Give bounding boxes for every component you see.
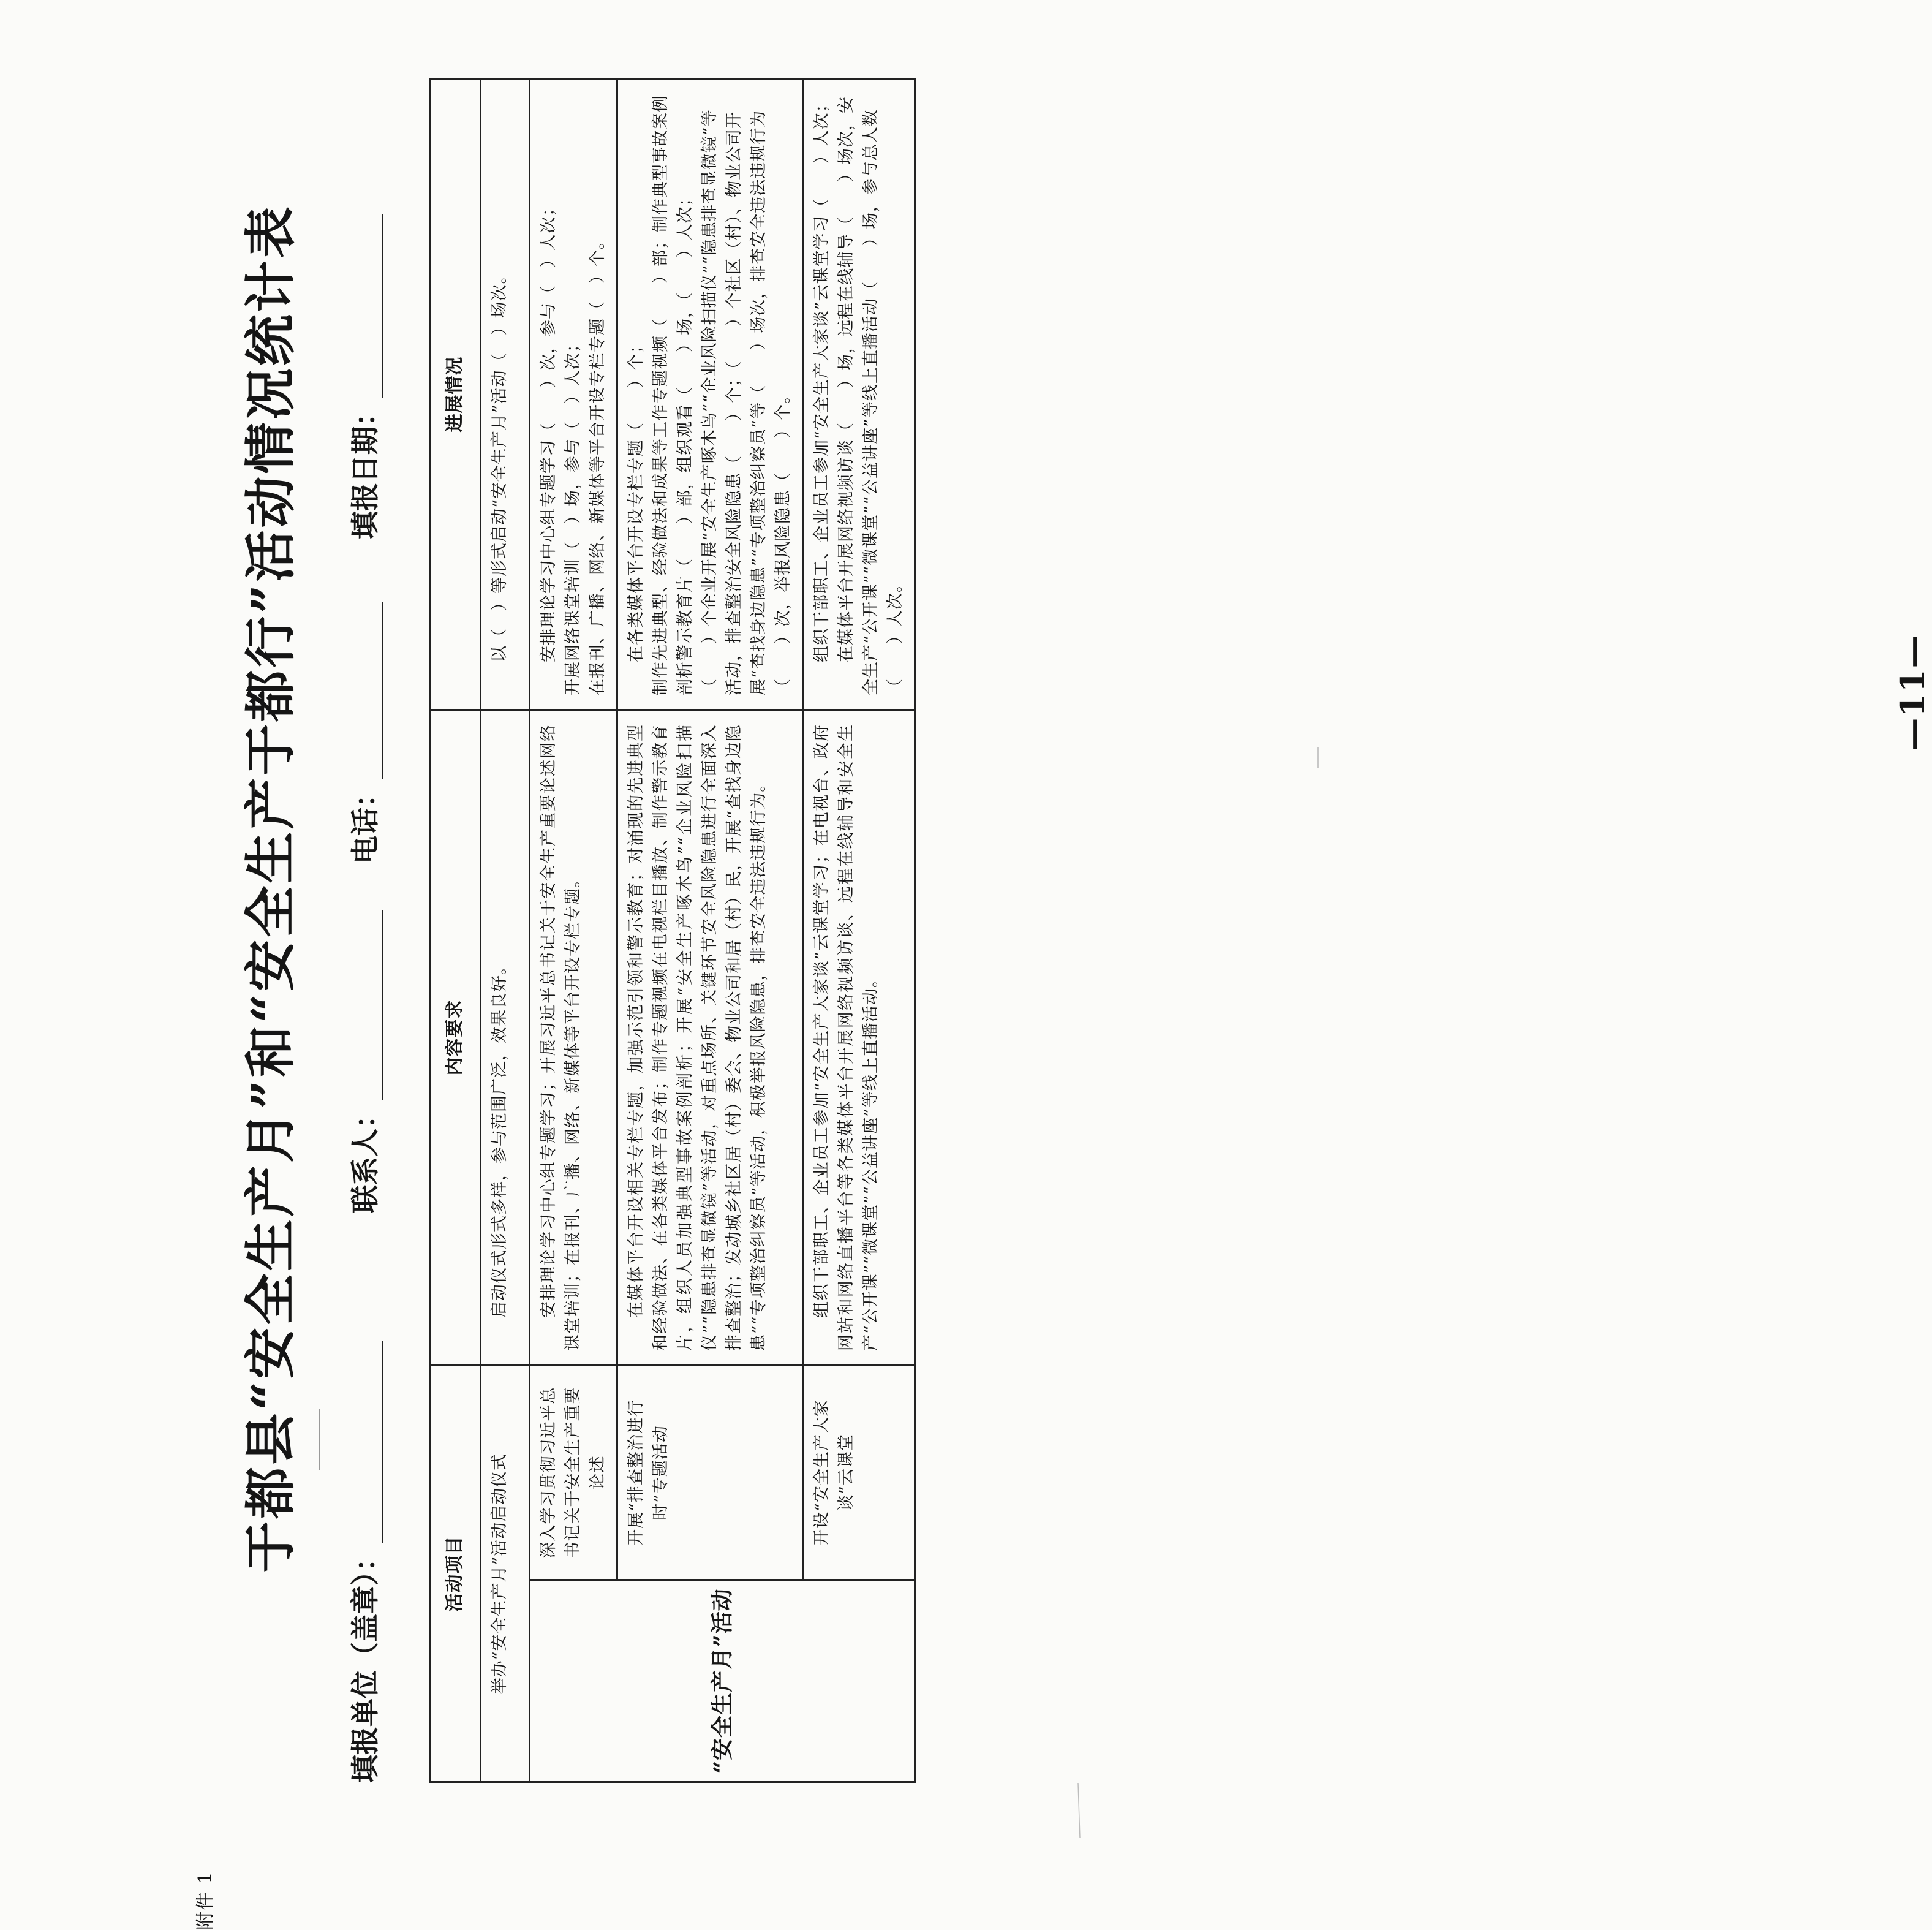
row-progress[interactable] xyxy=(803,79,915,710)
date-label: 填报日期： xyxy=(349,398,382,539)
row-progress[interactable] xyxy=(481,79,530,710)
row-progress[interactable] xyxy=(530,79,617,710)
contact-label: 联系人： xyxy=(349,1100,382,1213)
row-item: 举办“安全生产月”活动启动仪式 xyxy=(481,1366,530,1782)
row-item: 深入学习贯彻习近平总书记关于安全生产重要论述 xyxy=(530,1366,617,1580)
progress-line: 安排理论学习中心组专题学习（ ）次，参与（ ）人次； xyxy=(539,199,558,662)
progress-line: 在报刊、广播、网络、新媒体等平台开设专栏专题（ ）个。 xyxy=(588,232,607,695)
unit-field xyxy=(343,1341,383,1783)
table-row xyxy=(481,79,530,1782)
contact-field xyxy=(343,910,383,1213)
date-input-line[interactable] xyxy=(350,214,383,398)
row-requirement: 组织干部职工、企业员工参加“安全生产大家谈”云课堂学习；在电视台、政府网站和网络直播平台等各类媒体平台开展网络视频访谈、远程在线辅导和安全生产“公开课”“微课堂”“公益讲座”等线上直播活动。 xyxy=(803,710,915,1366)
header-item: 活动项目 xyxy=(430,1366,481,1782)
table-row xyxy=(617,79,803,1782)
page-title: 于都县“安全生产月”和“安全生产于都行”活动情况统计表 xyxy=(240,204,301,1573)
page-number: —11— xyxy=(1893,634,1932,751)
table-header-row xyxy=(430,79,481,1782)
activity-stats-table xyxy=(429,78,916,1783)
contact-input-line[interactable] xyxy=(350,910,383,1100)
row-requirement: 安排理论学习中心组专题学习；开展习近平总书记关于安全生产重要论述网络课堂培训；在报刊、广播、网络、新媒体等平台开设专栏专题。 xyxy=(530,710,617,1366)
unit-input-line[interactable] xyxy=(350,1341,383,1543)
progress-line: 以（ ）等形式启动“安全生产月”活动（ ）场次。 xyxy=(490,267,509,662)
category-cell: “安全生产月”活动 xyxy=(530,1580,915,1782)
progress-line: （ ）个企业开展“安全生产啄木鸟”“企业风险扫描仪”“隐患排查显微镜”等活动，排查整治安全风险隐患（ ）个；（ ）个社区（村）、物业公司开展“查找身边隐患”“专项整治纠察员”等（ ）场次，排查安全违法违规行为（ ）次，举报风险隐患（ ）个。 xyxy=(700,109,793,695)
progress-line: 组织干部职工、企业员工参加“安全生产大家谈”云课堂学习（ ）人次； xyxy=(812,95,831,662)
row-requirement: 启动仪式形式多样，参与范围广泛，效果良好。 xyxy=(481,710,530,1366)
edge-smudge xyxy=(1317,747,1319,768)
header-progress: 进展情况 xyxy=(430,79,481,710)
progress-line: 制作先进典型、经验做法和成果等工作专题视频（ ）部；制作典型事故案例剖析警示教育片（ ）部，组织观看（ ）场，（ ）人次； xyxy=(651,95,695,695)
unit-label: 填报单位（盖章）： xyxy=(349,1543,382,1783)
date-field xyxy=(343,214,383,539)
phone-label: 电话： xyxy=(349,779,382,864)
table-row xyxy=(530,79,617,1782)
row-progress[interactable] xyxy=(617,79,803,710)
phone-field xyxy=(343,602,383,864)
phone-input-line[interactable] xyxy=(350,602,383,779)
progress-line: 在媒体平台开展网络视频访谈（ ）场，远程在线辅导（ ）场次，安全生产“公开课”“微课堂”“公益讲座”等线上直播活动（ ）场，参与总人数（ ）人次。 xyxy=(837,96,905,695)
header-requirement: 内容要求 xyxy=(430,710,481,1366)
table-row xyxy=(803,79,915,1782)
rotated-form-sheet xyxy=(190,18,1932,1930)
row-requirement: 在媒体平台开设相关专栏专题，加强示范引领和警示教育；对涌现的先进典型和经验做法、在各类媒体平台发布；制作专题视频在电视栏目播放、制作警示教育片，组织人员加强典型事故案例剖析；开展“安全生产啄木鸟”“企业风险扫描仪”“隐患排查显微镜”等活动，对重点场所、关键环节安全风险隐患进行全面深入排查整治；发动城乡社区居（村）委会、物业公司和居（村）民，开展“查找身边隐患”“专项整治纠察员”等活动，积极举报风险隐患，排查安全违法违规行为。 xyxy=(617,710,803,1366)
progress-line: 开展网络课堂培训（ ）场，参与（ ）人次； xyxy=(564,335,583,695)
form-meta-row xyxy=(343,80,386,1783)
annex-label: 附件 1 xyxy=(195,1871,216,1930)
progress-line: 在各类媒体平台开设专栏专题（ ）个； xyxy=(627,336,646,662)
row-item: 开展“排查整治进行时”专题活动 xyxy=(617,1366,803,1580)
row-item: 开设“安全生产大家谈”云课堂 xyxy=(803,1366,915,1580)
